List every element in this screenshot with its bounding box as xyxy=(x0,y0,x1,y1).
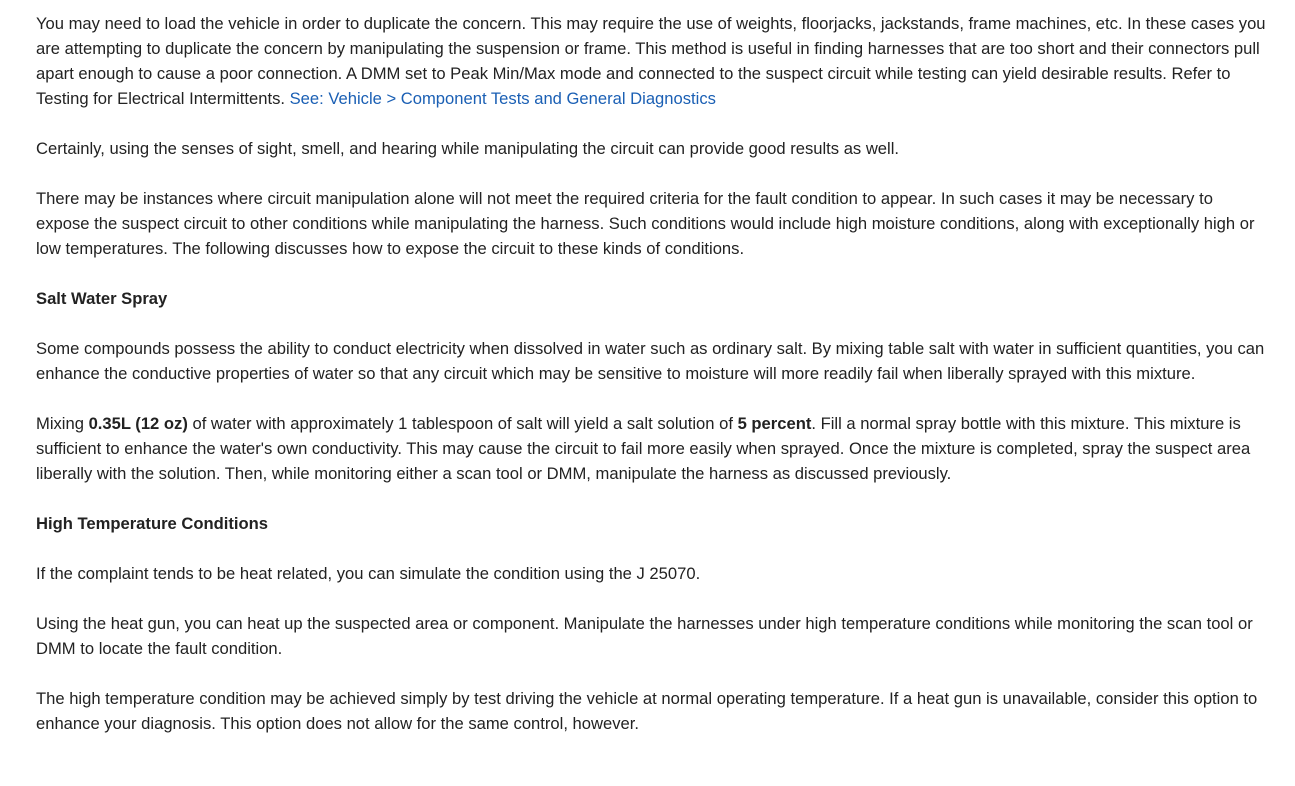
component-tests-link[interactable]: See: Vehicle > Component Tests and General Diagnostics xyxy=(289,89,716,108)
solution-percent: 5 percent xyxy=(737,414,812,433)
text: Mixing xyxy=(36,414,89,433)
paragraph-salt-compounds: Some compounds possess the ability to conduct electricity when dissolved in water such as ordinary salt. By mixing table salt with water in sufficient quantities, you can enhance the conductive properties of water so that any circuit which may be sensitive to moisture will more readily fail when liberally sprayed with this mixture. xyxy=(36,339,1265,383)
text: of water with approximately 1 tablespoon of salt will yield a salt solution of xyxy=(187,414,738,433)
water-amount: 0.35L (12 oz) xyxy=(88,414,188,433)
paragraph-vehicle-loading xyxy=(36,11,1268,111)
paragraph-senses: Certainly, using the senses of sight, smell, and hearing while manipulating the circuit can provide good results as well. xyxy=(36,139,900,158)
paragraph-text: You may need to load the vehicle in order to duplicate the concern. This may require the use of weights, floorjacks, jackstands, frame machines, etc. In these cases you are attempting to duplicate the concern by manipulating the suspension or frame. This method is useful in finding harnesses that are too short and their connectors pull apart enough to cause a poor connection. A DMM set to Peak Min/Max mode and connected to the suspect circuit while testing can yield desirable results. Refer to Testing for Electrical Intermittents. xyxy=(36,14,1266,108)
paragraph-test-driving: The high temperature condition may be achieved simply by test driving the vehicle at normal operating temperature. If a heat gun is unavailable, consider this option to enhance your diagnosis. This option does not allow for the same control, however. xyxy=(36,689,1258,733)
paragraph-heat-gun: Using the heat gun, you can heat up the suspected area or component. Manipulate the harnesses under high temperature conditions while monitoring the scan tool or DMM to locate the fault condition. xyxy=(36,614,1253,658)
heading-salt-water-spray: Salt Water Spray xyxy=(36,289,168,308)
paragraph-other-conditions: There may be instances where circuit manipulation alone will not meet the required criteria for the fault condition to appear. In such cases it may be necessary to expose the suspect circuit to other conditions while manipulating the harness. Such conditions would include high moisture conditions, along with exceptionally high or low temperatures. The following discusses how to expose the circuit to these kinds of conditions. xyxy=(36,189,1255,258)
paragraph-salt-mixing xyxy=(36,411,1268,486)
paragraph-heat-related: If the complaint tends to be heat related, you can simulate the condition using the J 25070. xyxy=(36,564,701,583)
document-body xyxy=(36,11,1268,761)
text: . Fill a normal spray bottle with this mixture. This mixture is sufficient to enhance the water's own conductivity. This may cause the circuit to fail more easily when sprayed. Once the mixture is completed, spray the suspect area liberally with the solution. Then, while monitoring either a scan tool or DMM, manipulate the harness as discussed previously. xyxy=(36,414,1251,483)
heading-high-temperature: High Temperature Conditions xyxy=(36,514,269,533)
